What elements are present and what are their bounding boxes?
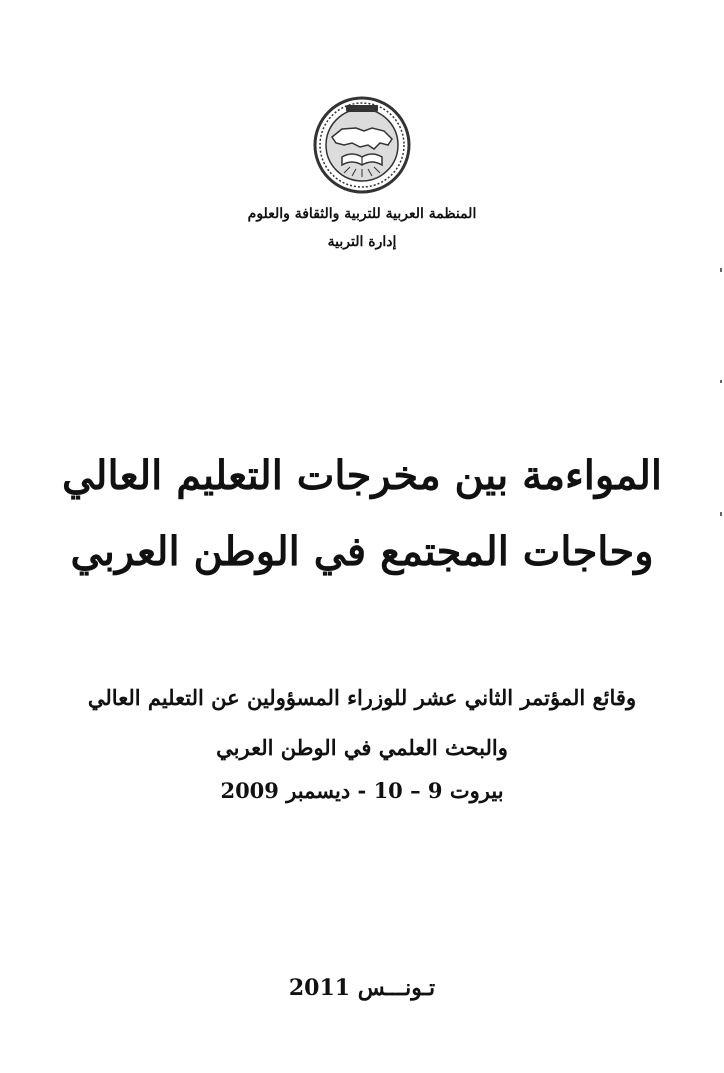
document-title-line-1: المواءمة بين مخرجات التعليم العالي	[61, 452, 663, 499]
proceedings-line-1: وقائع المؤتمر الثاني عشر للوزراء المسؤولين عن التعليم العالي	[87, 685, 637, 710]
proceedings-line-2: والبحث العلمي في الوطن العربي	[216, 735, 508, 760]
department-name: إدارة التربية	[327, 234, 397, 250]
scan-artifact	[720, 380, 722, 383]
organization-logo-icon	[312, 95, 412, 195]
scan-artifact	[720, 512, 722, 516]
organization-name: المنظمة العربية للتربية والثقافة والعلوم	[247, 206, 477, 222]
scan-artifact	[720, 268, 722, 272]
conference-place-date: بيروت 9 – 10 - ديسمبر 2009	[220, 778, 504, 803]
document-title-line-2: وحاجات المجتمع في الوطن العربي	[70, 528, 654, 575]
publication-place-year: تـونـــس 2011	[288, 975, 436, 1001]
